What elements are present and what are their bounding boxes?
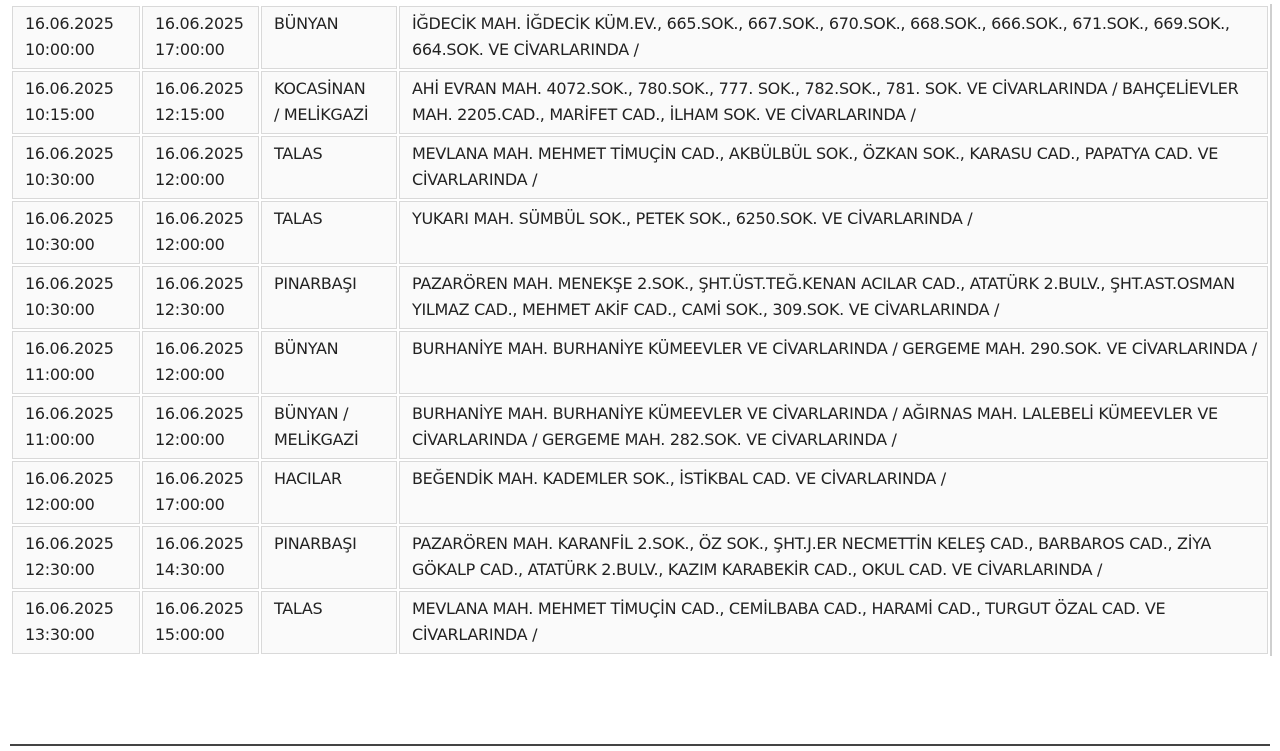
location-cell: PAZARÖREN MAH. KARANFİL 2.SOK., ÖZ SOK., ŞHT.J.ER NECMETTİN KELEŞ CAD., BARBAROS CAD., ZİYA GÖKALP CAD., ATATÜRK 2.BULV., KAZIM KARABEKİR CAD., OKUL CAD. VE CİVARLARINDA / [399,526,1268,589]
location-cell: İĞDECİK MAH. İĞDECİK KÜM.EV., 665.SOK., 667.SOK., 670.SOK., 668.SOK., 666.SOK., 671.SOK., 669.SOK., 664.SOK. VE CİVARLARINDA / [399,6,1268,69]
district-cell: BÜNYAN / MELİKGAZİ [261,396,397,459]
end-datetime-cell: 16.06.2025 12:00:00 [142,201,259,264]
end-datetime-cell: 16.06.2025 12:00:00 [142,136,259,199]
power-outage-table [10,4,1272,656]
end-datetime-cell: 16.06.2025 12:30:00 [142,266,259,329]
district-cell: BÜNYAN [261,6,397,69]
location-cell: BURHANİYE MAH. BURHANİYE KÜMEEVLER VE CİVARLARINDA / GERGEME MAH. 290.SOK. VE CİVARLARINDA / [399,331,1268,394]
table-row [12,591,1268,654]
table-row [12,461,1268,524]
table-row [12,201,1268,264]
end-datetime-cell: 16.06.2025 17:00:00 [142,6,259,69]
district-cell: PINARBAŞI [261,266,397,329]
location-cell: MEVLANA MAH. MEHMET TİMUÇİN CAD., CEMİLBABA CAD., HARAMİ CAD., TURGUT ÖZAL CAD. VE CİVARLARINDA / [399,591,1268,654]
table-row [12,396,1268,459]
table-bottom-border [10,744,1270,746]
location-cell: YUKARI MAH. SÜMBÜL SOK., PETEK SOK., 6250.SOK. VE CİVARLARINDA / [399,201,1268,264]
location-cell: BURHANİYE MAH. BURHANİYE KÜMEEVLER VE CİVARLARINDA / AĞIRNAS MAH. LALEBELİ KÜMEEVLER VE CİVARLARINDA / GERGEME MAH. 282.SOK. VE CİVARLARINDA / [399,396,1268,459]
end-datetime-cell: 16.06.2025 15:00:00 [142,591,259,654]
end-datetime-cell: 16.06.2025 14:30:00 [142,526,259,589]
district-cell: TALAS [261,201,397,264]
start-datetime-cell: 16.06.2025 13:30:00 [12,591,140,654]
start-datetime-cell: 16.06.2025 12:30:00 [12,526,140,589]
table-row [12,266,1268,329]
location-cell: BEĞENDİK MAH. KADEMLER SOK., İSTİKBAL CAD. VE CİVARLARINDA / [399,461,1268,524]
district-cell: TALAS [261,136,397,199]
district-cell: BÜNYAN [261,331,397,394]
end-datetime-cell: 16.06.2025 12:00:00 [142,396,259,459]
table-row [12,331,1268,394]
start-datetime-cell: 16.06.2025 11:00:00 [12,331,140,394]
table-body [12,6,1268,654]
table-row [12,71,1268,134]
district-cell: KOCASİNAN / MELİKGAZİ [261,71,397,134]
table-row [12,526,1268,589]
start-datetime-cell: 16.06.2025 10:15:00 [12,71,140,134]
district-cell: TALAS [261,591,397,654]
start-datetime-cell: 16.06.2025 10:00:00 [12,6,140,69]
table-row [12,136,1268,199]
location-cell: PAZARÖREN MAH. MENEKŞE 2.SOK., ŞHT.ÜST.TEĞ.KENAN ACILAR CAD., ATATÜRK 2.BULV., ŞHT.AST.OSMAN YILMAZ CAD., MEHMET AKİF CAD., CAMİ SOK., 309.SOK. VE CİVARLARINDA / [399,266,1268,329]
district-cell: PINARBAŞI [261,526,397,589]
location-cell: MEVLANA MAH. MEHMET TİMUÇİN CAD., AKBÜLBÜL SOK., ÖZKAN SOK., KARASU CAD., PAPATYA CAD. VE CİVARLARINDA / [399,136,1268,199]
table-row [12,6,1268,69]
end-datetime-cell: 16.06.2025 12:15:00 [142,71,259,134]
start-datetime-cell: 16.06.2025 10:30:00 [12,136,140,199]
end-datetime-cell: 16.06.2025 12:00:00 [142,331,259,394]
start-datetime-cell: 16.06.2025 12:00:00 [12,461,140,524]
start-datetime-cell: 16.06.2025 10:30:00 [12,266,140,329]
district-cell: HACILAR [261,461,397,524]
end-datetime-cell: 16.06.2025 17:00:00 [142,461,259,524]
location-cell: AHİ EVRAN MAH. 4072.SOK., 780.SOK., 777. SOK., 782.SOK., 781. SOK. VE CİVARLARINDA / BAHÇELİEVLER MAH. 2205.CAD., MARİFET CAD., İLHAM SOK. VE CİVARLARINDA / [399,71,1268,134]
start-datetime-cell: 16.06.2025 11:00:00 [12,396,140,459]
start-datetime-cell: 16.06.2025 10:30:00 [12,201,140,264]
